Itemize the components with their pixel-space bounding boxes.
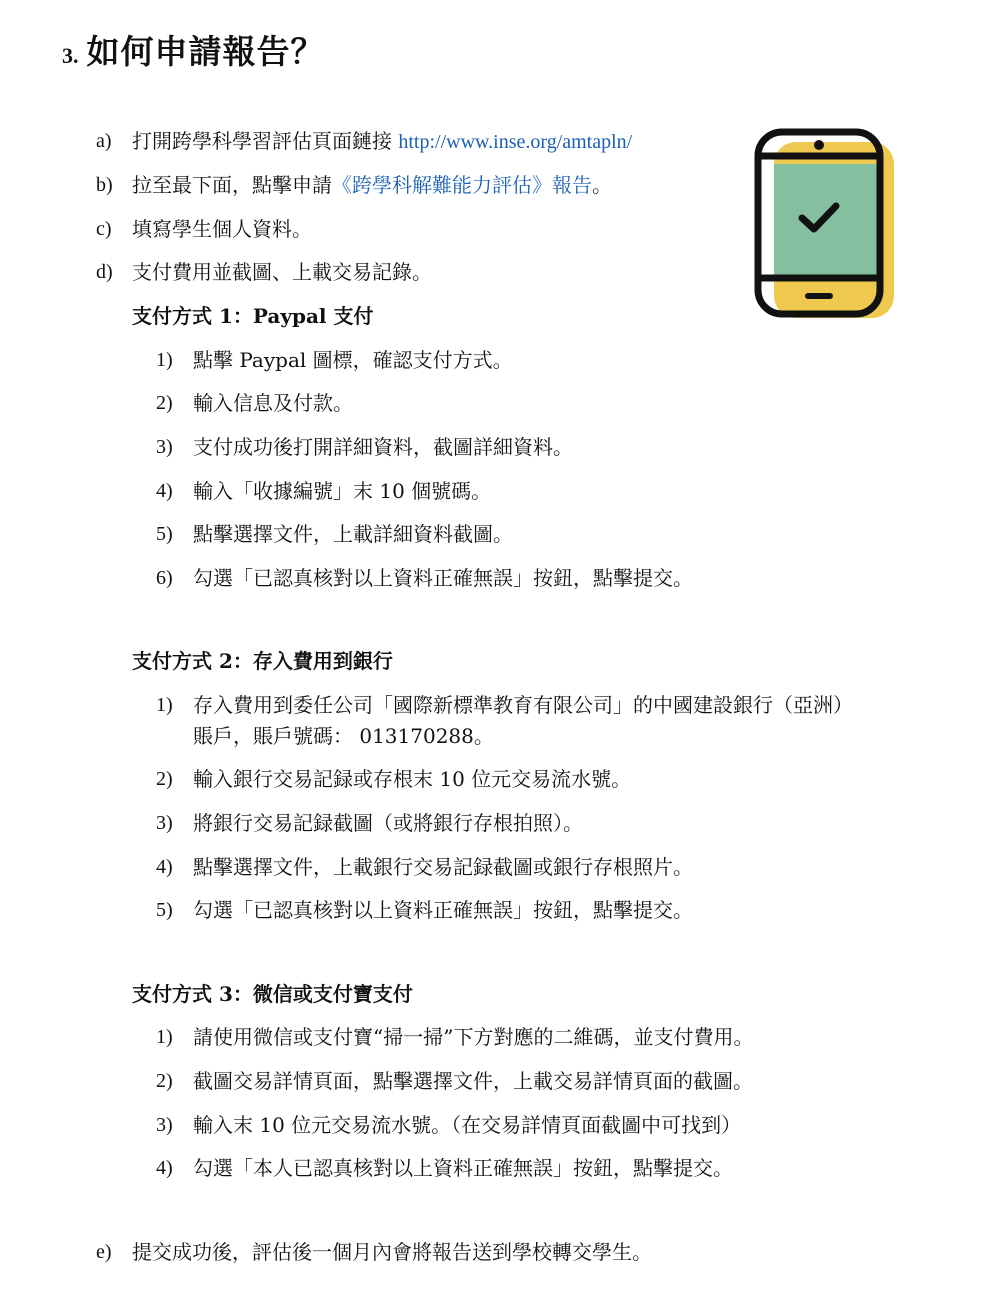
method-3-item: 輸入末 10 位元交易流水號。（在交易詳情頁面截圖中可找到） [193,1113,742,1137]
section-heading [62,26,325,74]
item-number: 3) [156,436,173,458]
step-text: 打開跨學科學習評估頁面鏈接 [132,129,399,153]
payment-method-3-title: 支付方式 3：微信或支付寶支付 [132,982,413,1006]
step-e: 提交成功後，評估後一個月內會將報告送到學校轉交學生。 [132,1240,652,1264]
step-label: e) [96,1241,112,1263]
method-3-item: 勾選「本人已認真核對以上資料正確無誤」按鈕，點擊提交。 [193,1156,733,1180]
item-number: 1) [156,349,173,371]
smartphone-check-icon [752,126,900,326]
item-number: 3) [156,812,173,834]
section-number: 3. [62,43,79,68]
phone-camera [814,140,824,150]
item-number: 2) [156,1070,173,1092]
item-number: 1) [156,694,173,716]
payment-method-2-title: 支付方式 2：存入費用到銀行 [132,649,393,673]
step-label: d) [96,261,113,283]
item-number: 2) [156,392,173,414]
method-2-item-continued: 賬戶，賬戶號碼： 013170288。 [193,724,494,748]
method-1-item: 點擊選擇文件，上載詳細資料截圖。 [193,522,513,546]
item-number: 5) [156,899,173,921]
method-2-item: 勾選「已認真核對以上資料正確無誤」按鈕，點擊提交。 [193,898,693,922]
item-number: 3) [156,1114,173,1136]
method-2-item: 存入費用到委任公司「國際新標準教育有限公司」的中國建設銀行（亞洲） [193,693,853,717]
step-text: 拉至最下面，點擊申請 [132,173,332,197]
step-b [132,171,612,199]
section-title: 如何申請報告？ [86,32,325,71]
item-number: 4) [156,856,173,878]
step-label: b) [96,174,113,196]
method-3-item: 請使用微信或支付寶“掃一掃”下方對應的二維碼，並支付費用。 [193,1025,754,1049]
item-number: 6) [156,567,173,589]
item-number: 5) [156,523,173,545]
item-number: 4) [156,1157,173,1179]
method-1-item: 支付成功後打開詳細資料，截圖詳細資料。 [193,435,573,459]
step-a [132,127,632,156]
step-label: a) [96,130,112,152]
assessment-page-link[interactable]: http://www.inse.org/amtapln/ [398,131,633,153]
step-c: 填寫學生個人資料。 [132,217,312,241]
method-2-item: 輸入銀行交易記録或存根末 10 位元交易流水號。 [193,767,632,791]
method-1-item: 輸入信息及付款。 [193,391,353,415]
method-1-item: 點擊 Paypal 圖標，確認支付方式。 [193,348,513,372]
method-1-item: 輸入「收據編號」末 10 個號碼。 [193,479,492,503]
payment-method-1-title: 支付方式 1：Paypal 支付 [132,304,374,328]
item-number: 2) [156,768,173,790]
item-number: 1) [156,1026,173,1048]
step-d: 支付費用並截圖、上載交易記錄。 [132,260,432,284]
method-1-item: 勾選「已認真核對以上資料正確無誤」按鈕，點擊提交。 [193,566,693,590]
item-number: 4) [156,480,173,502]
step-label: c) [96,218,112,240]
method-2-item: 將銀行交易記録截圖（或將銀行存根拍照）。 [193,811,583,835]
step-suffix: 。 [592,173,612,197]
report-link[interactable]: 《跨學科解難能力評估》報告 [332,173,592,197]
method-3-item: 截圖交易詳情頁面，點擊選擇文件，上載交易詳情頁面的截圖。 [193,1069,753,1093]
method-2-item: 點擊選擇文件，上載銀行交易記録截圖或銀行存根照片。 [193,855,693,879]
